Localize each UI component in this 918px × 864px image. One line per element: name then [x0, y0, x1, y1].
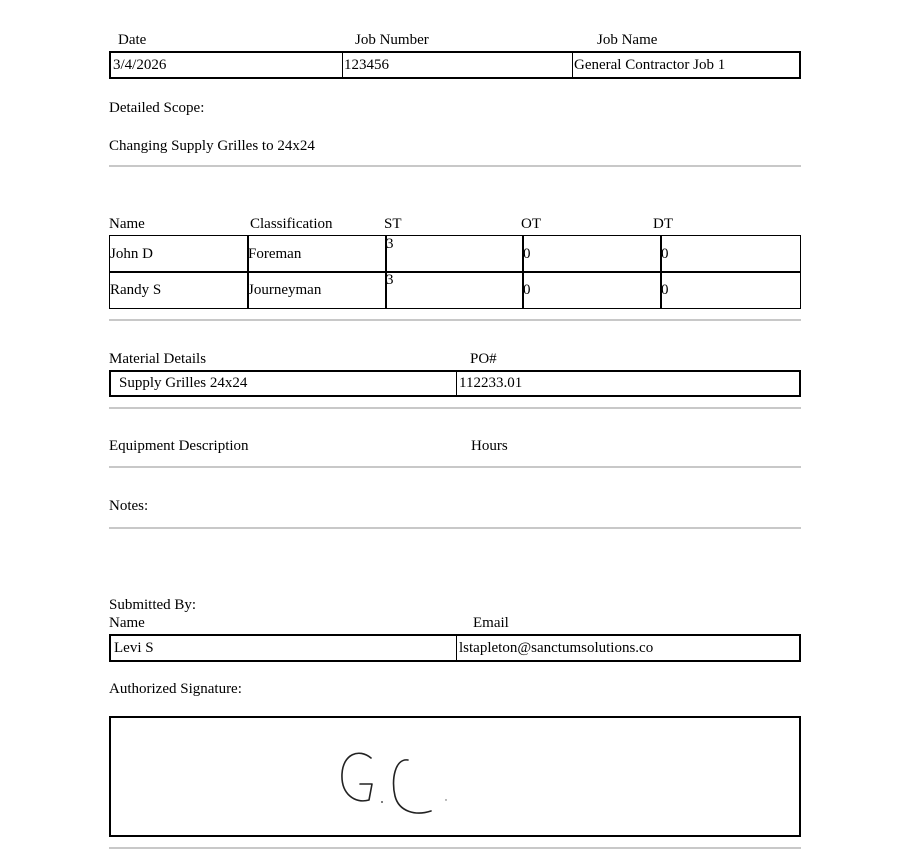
crew-ot-field[interactable] [522, 271, 662, 309]
submitter-email-label: Email [473, 615, 509, 631]
handwritten-signature [111, 718, 799, 835]
divider [109, 466, 801, 468]
submitted-by-label: Submitted By: [109, 597, 197, 613]
job-number-value: 123456 [344, 56, 389, 73]
submitter-name-label: Name [109, 615, 145, 631]
labor-name-header: Name [109, 216, 145, 232]
crew-dt-field[interactable] [660, 235, 801, 273]
job-name-value: General Contractor Job 1 [574, 56, 726, 73]
table-row [109, 271, 801, 309]
material-fields-row [109, 370, 801, 397]
signature-label: Authorized Signature: [109, 681, 242, 697]
material-description-field[interactable] [111, 372, 456, 395]
equipment-description-label: Equipment Description [109, 438, 249, 454]
crew-dt-value: 0 [661, 245, 669, 262]
submitter-email-value: lstapleton@sanctumsolutions.co [459, 639, 654, 656]
crew-st-value: 3 [386, 272, 394, 288]
table-row [109, 235, 801, 273]
job-number-field[interactable] [342, 53, 572, 77]
crew-name-field[interactable] [109, 235, 249, 273]
crew-classification-value: Journeyman [248, 281, 322, 298]
crew-ot-value: 0 [523, 281, 531, 298]
divider [109, 319, 801, 321]
date-label: Date [118, 32, 147, 48]
submitter-name-value: Levi S [114, 639, 154, 656]
submitter-name-field[interactable] [111, 636, 456, 660]
material-description-value: Supply Grilles 24x24 [119, 375, 248, 391]
crew-classification-field[interactable] [247, 271, 387, 309]
labor-st-header: ST [384, 216, 402, 232]
submitter-fields-row [109, 634, 801, 662]
labor-classification-header: Classification [250, 216, 333, 232]
crew-st-field[interactable] [385, 235, 524, 273]
labor-ot-header: OT [521, 216, 541, 232]
job-number-label: Job Number [355, 32, 429, 48]
date-value: 3/4/2026 [113, 56, 167, 73]
divider [109, 165, 801, 167]
date-field[interactable] [111, 53, 342, 77]
po-label: PO# [470, 351, 497, 367]
crew-name-field[interactable] [109, 271, 249, 309]
crew-ot-field[interactable] [522, 235, 662, 273]
material-label: Material Details [109, 351, 207, 367]
divider [109, 527, 801, 529]
signature-box[interactable] [109, 716, 801, 837]
labor-dt-header: DT [653, 216, 673, 232]
po-number-value: 112233.01 [459, 375, 523, 391]
crew-dt-value: 0 [661, 281, 669, 298]
notes-label: Notes: [109, 498, 149, 514]
job-name-label: Job Name [597, 32, 658, 48]
crew-classification-value: Foreman [248, 245, 302, 262]
submitter-email-field[interactable] [456, 636, 799, 660]
crew-st-field[interactable] [385, 271, 524, 309]
scope-label: Detailed Scope: [109, 100, 205, 116]
crew-dt-field[interactable] [660, 271, 801, 309]
crew-classification-field[interactable] [247, 235, 387, 273]
divider [109, 847, 801, 849]
crew-st-value: 3 [386, 236, 394, 252]
header-fields-row [109, 51, 801, 79]
crew-name-value: John D [110, 245, 153, 262]
divider [109, 407, 801, 409]
equipment-hours-label: Hours [471, 438, 508, 454]
po-number-field[interactable] [456, 372, 799, 395]
crew-name-value: Randy S [110, 281, 162, 298]
scope-text: Changing Supply Grilles to 24x24 [109, 138, 315, 154]
crew-ot-value: 0 [523, 245, 531, 262]
job-name-field[interactable] [572, 53, 799, 77]
